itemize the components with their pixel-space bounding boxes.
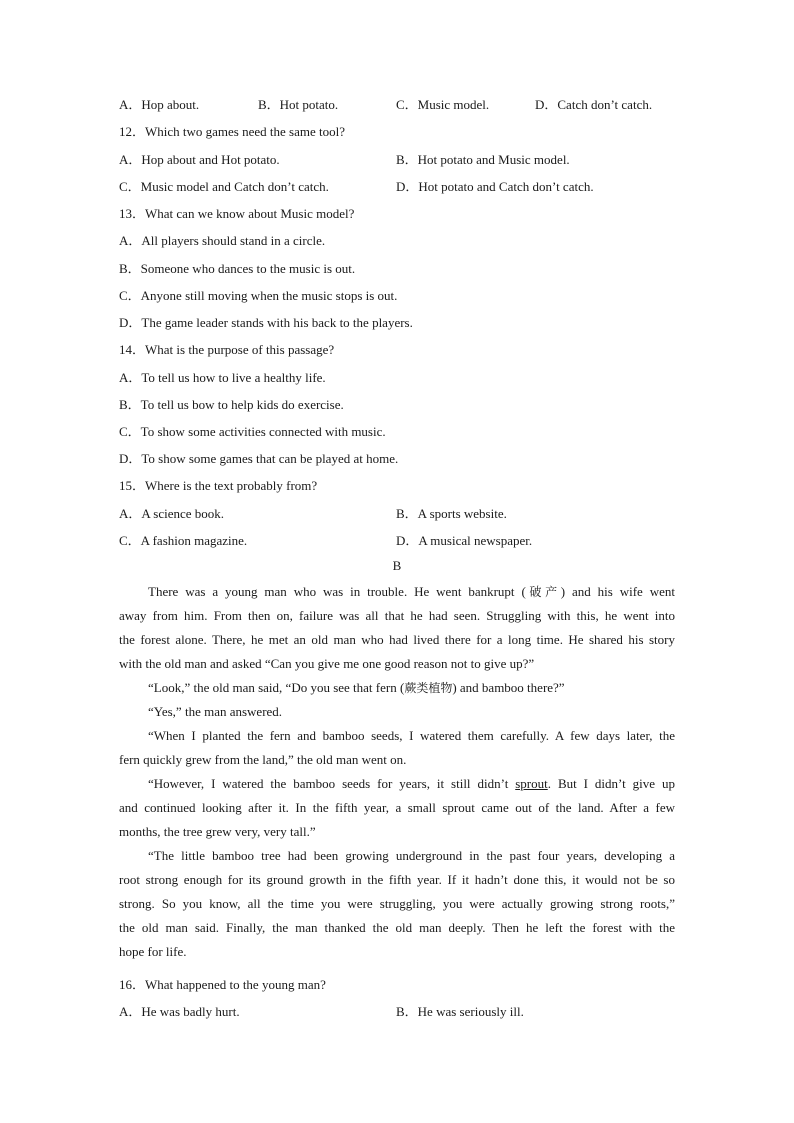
- q13-option-c: C．Anyone still moving when the music stops is out.: [119, 288, 398, 303]
- passage-p6-line1: “The little bamboo tree had been growing underground in the past four years, developing a: [148, 848, 675, 863]
- q15-option-b: B．A sports website.: [396, 506, 507, 521]
- q15-option-a: A．A science book.: [119, 506, 225, 521]
- q12-option-c: C．Music model and Catch don’t catch.: [119, 179, 329, 194]
- passage-p6-line3: strong. So you know, all the time you were struggling, you were actually growing strong roots,”: [119, 896, 675, 911]
- q14-option-b: B．To tell us bow to help kids do exercise.: [119, 397, 344, 412]
- passage-p1-line1: There was a young man who was in trouble. He went bankrupt (破产) and his wife went: [148, 584, 676, 599]
- passage-p5-line1: “However, I watered the bamboo seeds for years, it still didn’t sprout. But I didn’t give up: [148, 776, 676, 791]
- q16-option-a: A．He was badly hurt.: [119, 1004, 240, 1019]
- q11-option-a: A．Hop about.: [119, 97, 200, 112]
- q14-option-a: A．To tell us how to live a healthy life.: [119, 370, 326, 385]
- underlined-word-sprout: sprout: [515, 776, 548, 791]
- q15-option-d: D．A musical newspaper.: [396, 533, 533, 548]
- passage-p5-line2: and continued looking after it. In the fifth year, a small sprout came out of the land. After a few: [119, 800, 675, 815]
- q11-option-c: C．Music model.: [396, 97, 490, 112]
- q13-option-b: B．Someone who dances to the music is out.: [119, 261, 356, 276]
- q11-option-b: B．Hot potato.: [258, 97, 339, 112]
- q11-option-d: D．Catch don’t catch.: [535, 97, 653, 112]
- passage-p1-line3: the forest alone. There, he met an old man who had lived there for a long time. He shared his story: [119, 632, 675, 647]
- q12-option-b: B．Hot potato and Music model.: [396, 152, 570, 167]
- q16-stem: 16．What happened to the young man?: [119, 977, 326, 992]
- passage: [119, 580, 675, 964]
- q12-option-a: A．Hop about and Hot potato.: [119, 152, 280, 167]
- passage-p6-line5: hope for life.: [119, 944, 187, 959]
- passage-p1-line4: with the old man and asked “Can you give me one good reason not to give up?”: [119, 656, 535, 671]
- section-b-heading: B: [392, 558, 402, 573]
- passage-p2: “Look,” the old man said, “Do you see that fern (蕨类植物) and bamboo there?”: [148, 680, 565, 695]
- q12-option-d: D．Hot potato and Catch don’t catch.: [396, 179, 594, 194]
- passage-p6-line4: the old man said. Finally, the man thanked the old man deeply. Then he left the forest with the: [119, 920, 675, 935]
- q16-option-b: B．He was seriously ill.: [396, 1004, 524, 1019]
- passage-p6-line2: root strong enough for its ground growth in the fifth year. If it hadn’t done this, it would not be so: [119, 872, 675, 887]
- q14-stem: 14．What is the purpose of this passage?: [119, 342, 335, 357]
- q12-stem: 12．Which two games need the same tool?: [119, 124, 345, 139]
- passage-p3: “Yes,” the man answered.: [148, 704, 283, 719]
- passage-p1-line2: away from him. From then on, failure was all that he had seen. Struggling with this, he went into: [119, 608, 675, 623]
- q15-option-c: C．A fashion magazine.: [119, 533, 248, 548]
- q14-option-c: C．To show some activities connected with music.: [119, 424, 386, 439]
- q14-option-d: D．To show some games that can be played at home.: [119, 451, 399, 466]
- q13-stem: 13．What can we know about Music model?: [119, 206, 355, 221]
- q15-stem: 15．Where is the text probably from?: [119, 478, 318, 493]
- passage-p5-line3: months, the tree grew very, very tall.”: [119, 824, 316, 839]
- passage-p4-line1: “When I planted the fern and bamboo seeds, I watered them carefully. A few days later, the: [148, 728, 675, 743]
- q13-option-a: A．All players should stand in a circle.: [119, 233, 326, 248]
- passage-p4-line2: fern quickly grew from the land,” the old man went on.: [119, 752, 407, 767]
- q13-option-d: D．The game leader stands with his back to the players.: [119, 315, 413, 330]
